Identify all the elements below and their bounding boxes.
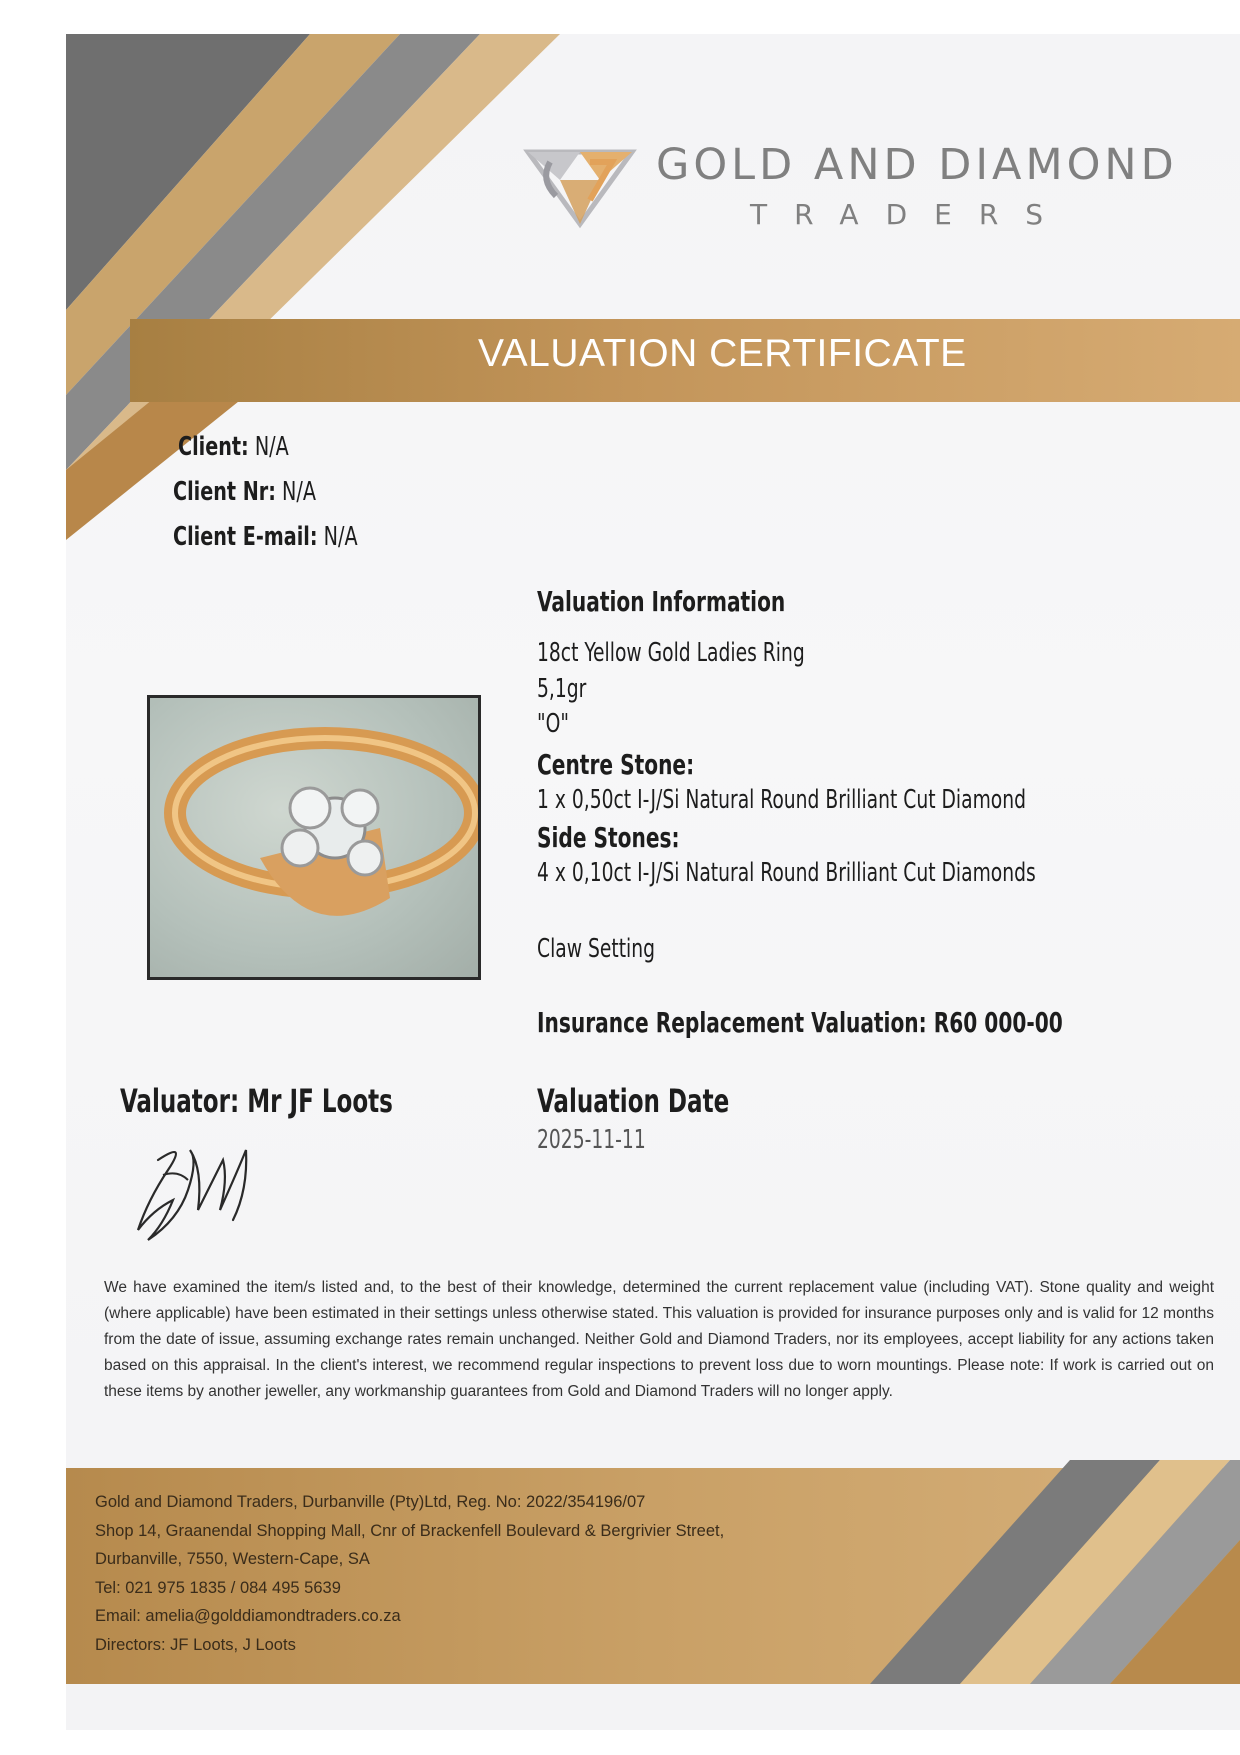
client-nr-value: N/A bbox=[282, 477, 316, 507]
footer-email: Email: amelia@golddiamondtraders.co.za bbox=[95, 1607, 401, 1625]
footer-directors: Directors: JF Loots, J Loots bbox=[95, 1635, 296, 1654]
valuation-date-value: 2025-11-11 bbox=[537, 1125, 646, 1155]
centre-stone-label: Centre Stone: bbox=[537, 748, 695, 781]
brand-name-line2: TRADERS bbox=[750, 198, 1071, 231]
footer-phone: Tel: 021 975 1835 / 084 495 5639 bbox=[95, 1578, 341, 1597]
insurance-valuation: Insurance Replacement Valuation: R60 000-00 bbox=[537, 1006, 1063, 1039]
valuation-heading: Valuation Information bbox=[537, 585, 786, 618]
setting-type: Claw Setting bbox=[537, 934, 655, 964]
side-stones-label: Side Stones: bbox=[537, 821, 680, 854]
ring-size: "O" bbox=[537, 709, 569, 739]
client-email-label: Client E-mail: bbox=[173, 522, 318, 552]
client-name-label: Client: bbox=[178, 432, 249, 462]
item-description: 18ct Yellow Gold Ladies Ring bbox=[537, 638, 805, 668]
client-email-value: N/A bbox=[323, 522, 358, 552]
client-name-value: N/A bbox=[254, 432, 289, 462]
footer-contact bbox=[95, 1488, 724, 1659]
centre-stone-value: 1 x 0,50ct I-J/Si Natural Round Brilliant Cut Diamond bbox=[537, 785, 1026, 815]
footer-company-line: Gold and Diamond Traders, Durbanville (Pty)Ltd, Reg. No: 2022/354196/07 bbox=[95, 1493, 646, 1511]
disclaimer-text: We have examined the item/s listed and, to the best of their knowledge, determined the current replacement value (including VAT). Stone quality and weight (where applicable) have been estimated in their settings unless otherwise stated. This valuation is provided for insurance purposes only and is valid for 12 months from the date of issue, assuming exchange rates remain unchanged. Neither Gold and Diamond Traders, nor its employees, accept liability for any actions taken based on this appraisal. In the client's interest, we recommend regular inspections to prevent loss due to worn mountings. Please note: If work is carried out on these items by another jeweller, any workmanship guarantees from Gold and Diamond Traders will no longer apply. bbox=[104, 1279, 1214, 1400]
client-nr-label: Client Nr: bbox=[173, 477, 276, 507]
brand-name-line1: GOLD AND DIAMOND bbox=[656, 140, 1178, 190]
item-weight: 5,1gr bbox=[537, 674, 587, 704]
certificate-title: VALUATION CERTIFICATE bbox=[478, 332, 967, 375]
footer-address-line1: Shop 14, Graanendal Shopping Mall, Cnr of Brackenfell Boulevard & Bergrivier Street, bbox=[95, 1521, 725, 1540]
footer-address-line2: Durbanville, 7550, Western-Cape, SA bbox=[95, 1550, 370, 1568]
valuation-date-label: Valuation Date bbox=[537, 1082, 730, 1120]
valuator-name: Valuator: Mr JF Loots bbox=[120, 1082, 393, 1120]
side-stones-value: 4 x 0,10ct I-J/Si Natural Round Brilliant Cut Diamonds bbox=[537, 858, 1036, 888]
